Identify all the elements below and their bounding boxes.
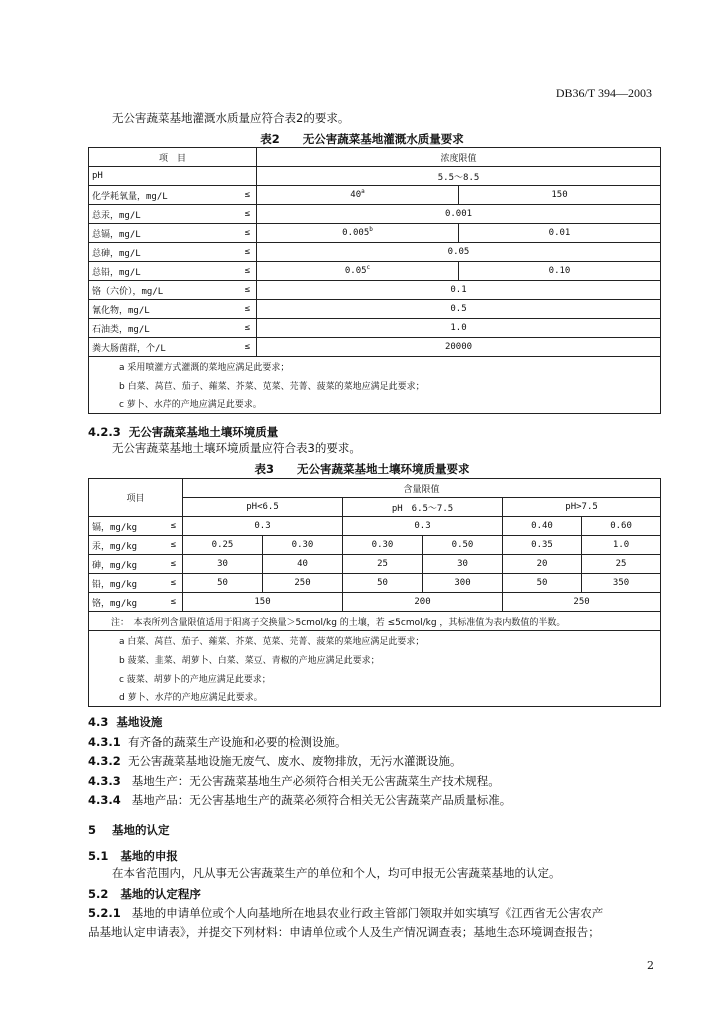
t3-item: 镉，mg/kg bbox=[89, 517, 157, 536]
section-5-1-heading: 5.1 基地的申报 bbox=[88, 849, 178, 863]
item-4-3-2: 4.3.2 无公害蔬菜基地设施无废气、废水、废物排放，无污水灌溉设施。 bbox=[88, 754, 462, 768]
t3-footnote: b 菠菜、韭菜、胡萝卜、白菜、菜豆、青椒的产地应满足此要求； bbox=[89, 650, 661, 669]
t2-value: 0.001 bbox=[257, 205, 661, 224]
t3-footnote: d 萝卜、水芹的产地应满足此要求。 bbox=[89, 688, 661, 707]
t2-item: 总汞，mg/L bbox=[89, 205, 219, 224]
t2-head-limit: 浓度限值 bbox=[257, 148, 661, 167]
t3-footnote: a 白菜、莴苣、茄子、蕹菜、芥菜、苋菜、芫菁、菠菜的菜地应满足此要求； bbox=[89, 631, 661, 650]
t2-value: 0.5 bbox=[257, 300, 661, 319]
item-4-3-1: 4.3.1 有齐备的蔬菜生产设施和必要的检测设施。 bbox=[88, 735, 347, 749]
t3-footnote: c 菠菜、胡萝卜的产地应满足此要求； bbox=[89, 669, 661, 688]
t2-footnote: a 采用喷灌方式灌溉的菜地应满足此要求； bbox=[89, 357, 661, 376]
table-row: 石油类，mg/L ≤ 1.0 bbox=[89, 319, 661, 338]
t3-ph-group: pH 6.5～7.5 bbox=[343, 498, 503, 517]
t2-item: 总砷，mg/L bbox=[89, 243, 219, 262]
t2-value: 0.05$^c$ bbox=[257, 262, 459, 281]
t2-footnote: c 萝卜、水芹的产地应满足此要求。 bbox=[89, 395, 661, 414]
table-row: 镉，mg/kg ≤ 0.3 0.3 0.40 0.60 bbox=[89, 517, 661, 536]
table-row: 总镉，mg/L ≤ 0.005$^b$ 0.01 bbox=[89, 224, 661, 243]
table-row: 化学耗氧量，mg/L ≤ 40$^a$ 150 bbox=[89, 186, 661, 205]
t2-item: 氰化物，mg/L bbox=[89, 300, 219, 319]
t2-value: 0.005$^b$ bbox=[257, 224, 459, 243]
t2-value: 40$^a$ bbox=[257, 186, 459, 205]
t2-item: 总铅，mg/L bbox=[89, 262, 219, 281]
t2-value: 0.1 bbox=[257, 281, 661, 300]
section-5-1-text: 在本省范围内，凡从事无公害蔬菜生产的单位和个人，均可申报无公害蔬菜基地的认定。 bbox=[112, 866, 561, 880]
t2-item: 铬（六价），mg/L bbox=[89, 281, 219, 300]
item-4-3-3: 4.3.3 基地生产：无公害蔬菜基地生产必须符合相关无公害蔬菜生产技术规程。 bbox=[88, 774, 500, 788]
t2-item: 化学耗氧量，mg/L bbox=[89, 186, 219, 205]
table-row: 氰化物，mg/L ≤ 0.5 bbox=[89, 300, 661, 319]
table-row: 砷，mg/kg ≤ 30 40 25 30 20 25 bbox=[89, 555, 661, 574]
table-row bbox=[89, 167, 661, 186]
t2-item: 总镉，mg/L bbox=[89, 224, 219, 243]
item-5-2-1: 5.2.1 基地的申请单位或个人向基地所在地县农业行政主管部门领取并如实填写《江西省无公害农产 bbox=[88, 906, 604, 920]
t2-item: 石油类，mg/L bbox=[89, 319, 219, 338]
t2-value: 0.10 bbox=[459, 262, 661, 281]
table2-intro: 无公害蔬菜基地灌溉水质量应符合表2的要求。 bbox=[112, 111, 350, 125]
t3-note: 注： 本表所列含量限值适用于阳离子交换量＞5cmol/kg 的土壤，若 ≤5cmol/kg ，其标准值为表内数值的半数。 bbox=[89, 612, 661, 631]
t2-value: 0.01 bbox=[459, 224, 661, 243]
section-4-3-heading: 4.3 基地设施 bbox=[88, 715, 163, 729]
t3-item: 铅，mg/kg bbox=[89, 574, 157, 593]
page-number: 2 bbox=[647, 959, 654, 972]
t3-ph-group: pH>7.5 bbox=[503, 498, 661, 517]
t3-ph-group: pH<6.5 bbox=[183, 498, 343, 517]
t2-value: 5.5～8.5 bbox=[257, 167, 661, 186]
t2-head-item: 项 目 bbox=[89, 148, 257, 167]
table-row: 铬（六价），mg/L ≤ 0.1 bbox=[89, 281, 661, 300]
table-row: 总砷，mg/L ≤ 0.05 bbox=[89, 243, 661, 262]
section-4-2-3-heading: 4.2.3 无公害蔬菜基地土壤环境质量 bbox=[88, 425, 279, 439]
t3-head-item: 项目 bbox=[89, 479, 183, 517]
table-row: 铅，mg/kg ≤ 50 250 50 300 50 350 bbox=[89, 574, 661, 593]
table2-caption: 表2 无公害蔬菜基地灌溉水质量要求 bbox=[260, 132, 464, 146]
t2-value: 20000 bbox=[257, 338, 661, 357]
t2-item: 粪大肠菌群，个/L bbox=[89, 338, 219, 357]
irrigation-water-table bbox=[88, 147, 661, 414]
table-row: 总汞，mg/L ≤ 0.001 bbox=[89, 205, 661, 224]
document-code: DB36/T 394—2003 bbox=[555, 86, 652, 100]
table-row: 总铅，mg/L ≤ 0.05$^c$ 0.10 bbox=[89, 262, 661, 281]
t2-value: 150 bbox=[459, 186, 661, 205]
t3-item: 汞，mg/kg bbox=[89, 536, 157, 555]
t2-item: pH bbox=[89, 167, 219, 186]
t3-item: 砷，mg/kg bbox=[89, 555, 157, 574]
t3-item: 铬，mg/kg bbox=[89, 593, 157, 612]
item-5-2-1-cont: 品基地认定申请表》，并提交下列材料：申请单位或个人及生产情况调查表；基地生态环境调查报告； bbox=[88, 925, 600, 939]
table3-intro: 无公害蔬菜基地土壤环境质量应符合表3的要求。 bbox=[112, 441, 361, 455]
t2-footnote: b 白菜、莴苣、茄子、蕹菜、芥菜、苋菜、芫菁、菠菜的菜地应满足此要求； bbox=[89, 376, 661, 395]
table-row: 粪大肠菌群，个/L ≤ 20000 bbox=[89, 338, 661, 357]
table-row: 铬，mg/kg ≤ 150 200 250 bbox=[89, 593, 661, 612]
item-4-3-4: 4.3.4 基地产品：无公害基地生产的蔬菜必须符合相关无公害蔬菜产品质量标准。 bbox=[88, 793, 512, 807]
t2-value: 1.0 bbox=[257, 319, 661, 338]
table3-caption: 表3 无公害蔬菜基地土壤环境质量要求 bbox=[254, 462, 470, 476]
section-5-heading: 5 基地的认定 bbox=[88, 823, 170, 837]
t2-value: 0.05 bbox=[257, 243, 661, 262]
table-row: 汞，mg/kg ≤ 0.25 0.30 0.30 0.50 0.35 1.0 bbox=[89, 536, 661, 555]
t3-head-limit: 含量限值 bbox=[183, 479, 661, 498]
section-5-2-heading: 5.2 基地的认定程序 bbox=[88, 887, 201, 901]
soil-quality-table bbox=[88, 478, 661, 707]
